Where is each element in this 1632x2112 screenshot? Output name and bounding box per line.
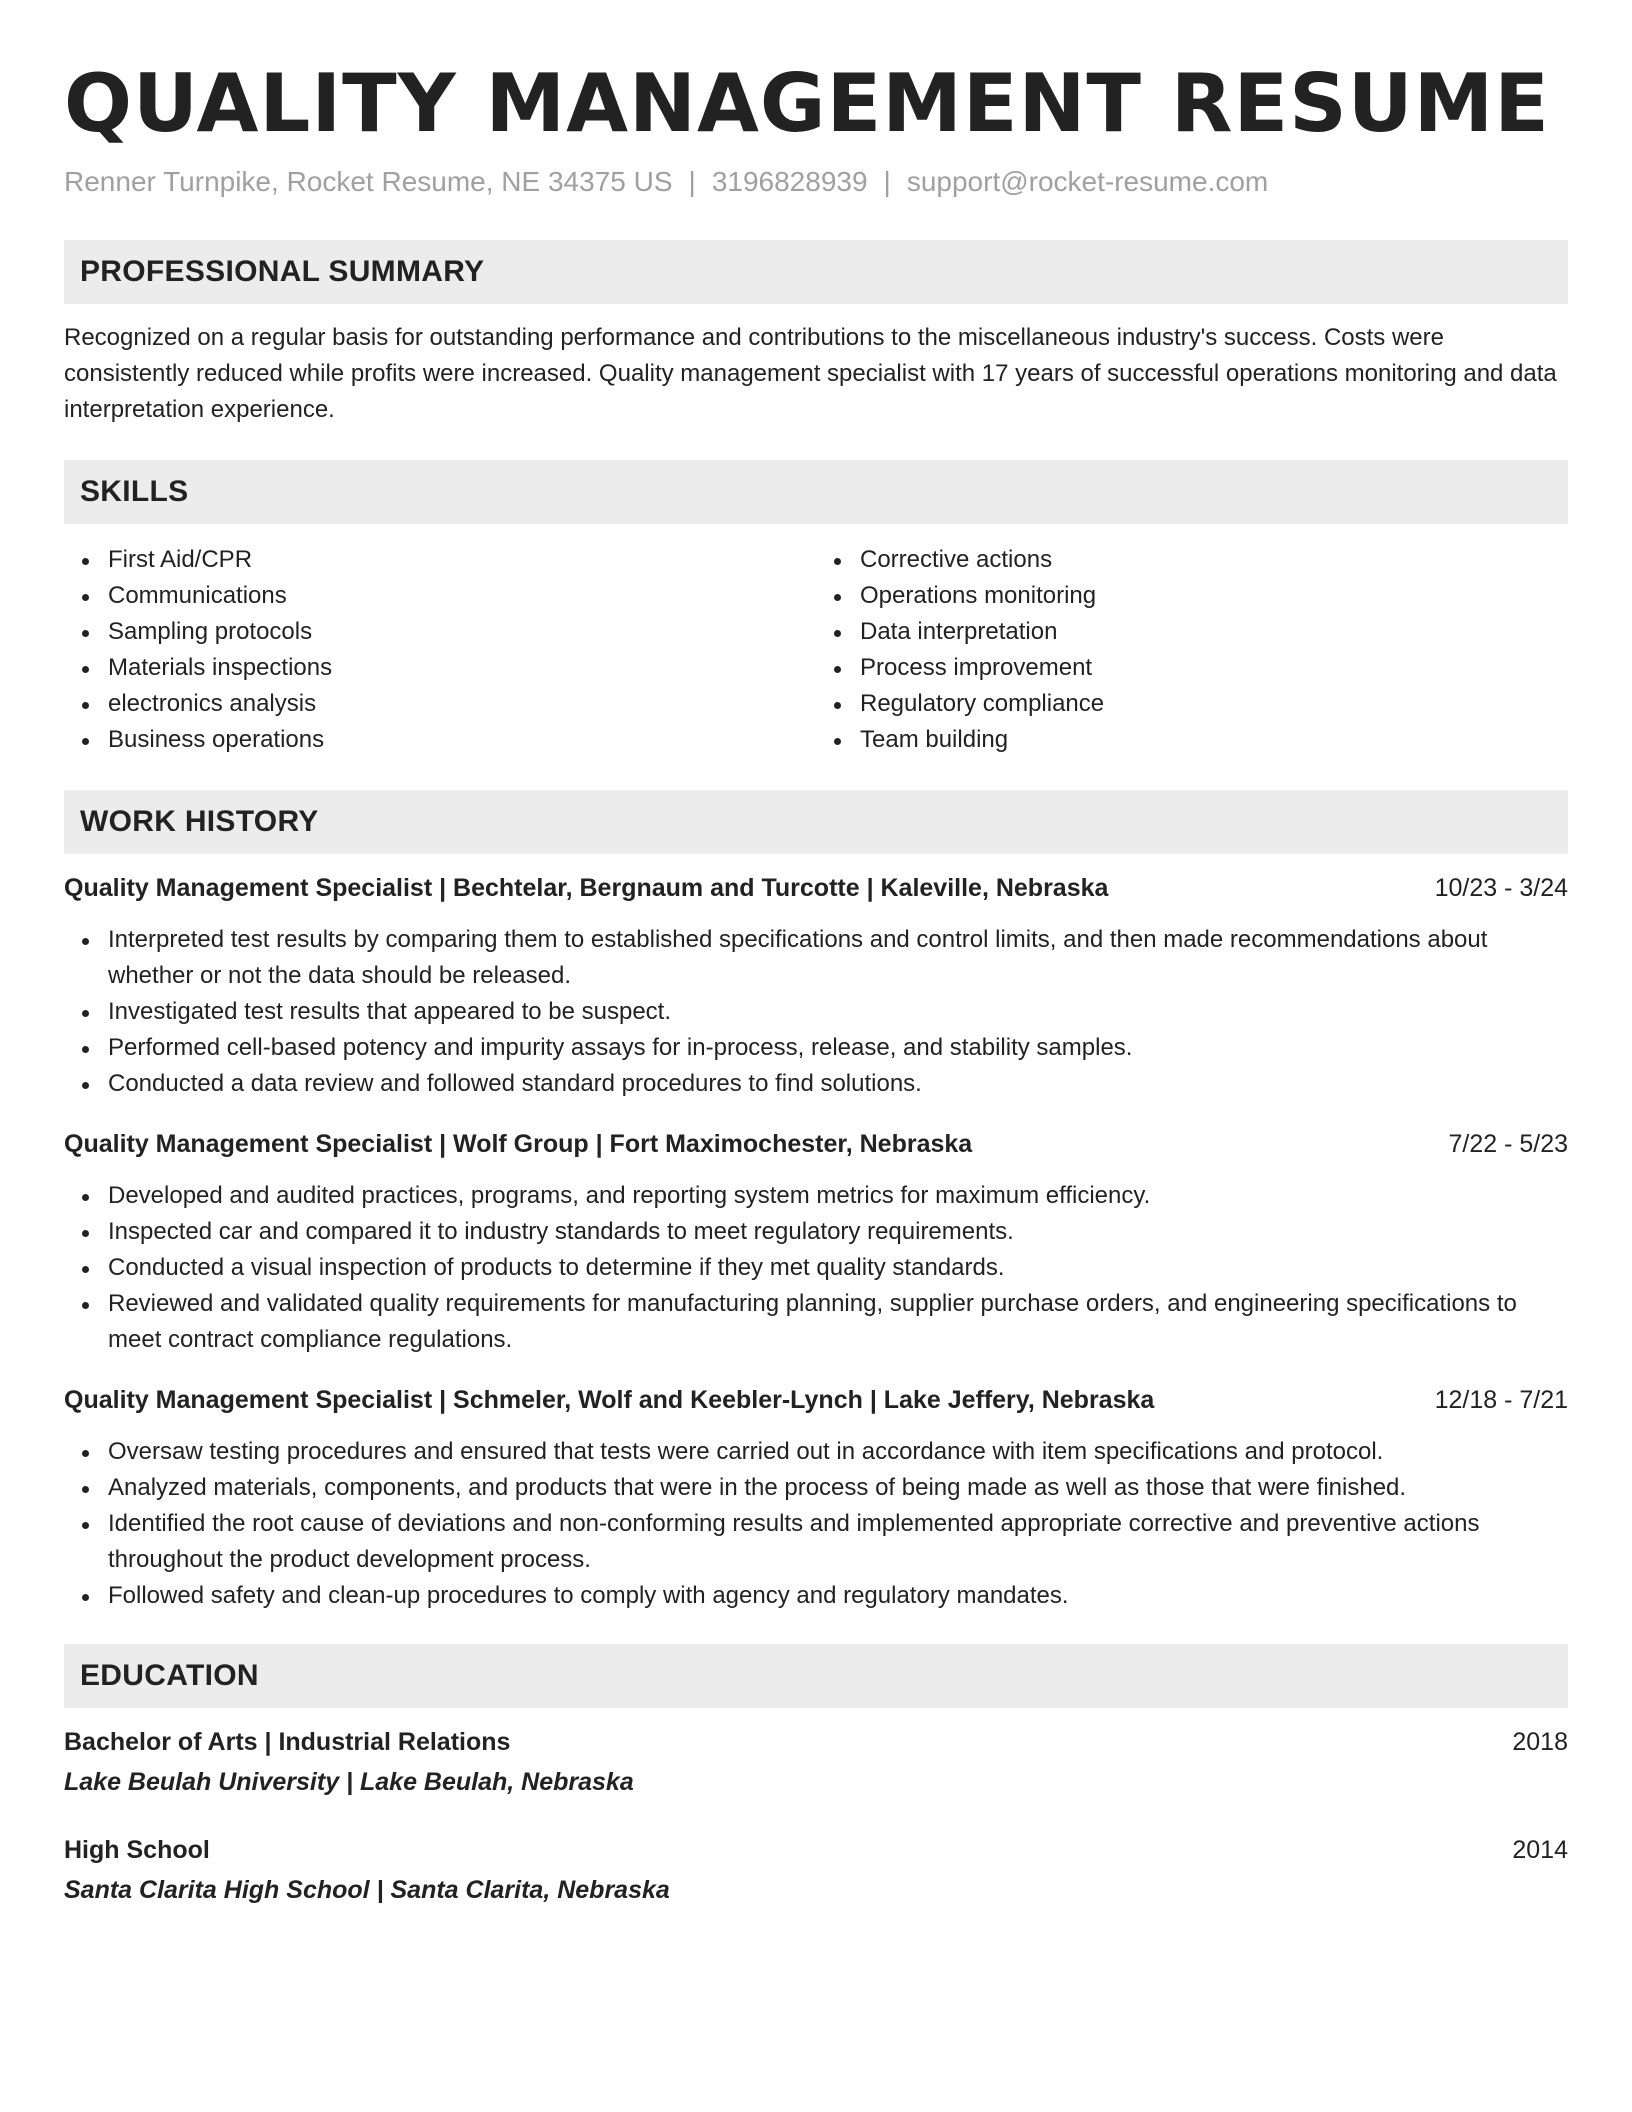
- skill-item: Business operations: [64, 722, 816, 758]
- summary-text: Recognized on a regular basis for outstanding performance and contributions to the miscellaneous industry's success. Costs were consistently reduced while profits were increased. Quality management specialist with 17 years of successful operations monitoring and data interpretation experience.: [64, 324, 1557, 423]
- work-history-heading: WORK HISTORY: [64, 790, 1568, 854]
- skill-item: Corrective actions: [816, 542, 1568, 578]
- contact-phone: 3196828939: [711, 166, 868, 197]
- education-entry: [64, 1724, 1568, 1800]
- job-bullet: Identified the root cause of deviations and non-conforming results and implemented appropriate corrective and preventive actions throughout the product development process.: [64, 1506, 1568, 1578]
- job-header: [64, 1382, 1568, 1418]
- education-header: [64, 1724, 1568, 1760]
- job-bullet: Interpreted test results by comparing them to established specifications and control limits, and then made recommendations about whether or not the data should be released.: [64, 922, 1568, 994]
- job-bullet: Conducted a data review and followed standard procedures to find solutions.: [64, 1066, 1568, 1102]
- education-heading: EDUCATION: [64, 1644, 1568, 1708]
- education-school: Lake Beulah University | Lake Beulah, Nebraska: [64, 1768, 634, 1796]
- skill-item: Team building: [816, 722, 1568, 758]
- education-year: 2018: [1512, 1728, 1568, 1756]
- job-bullets: [64, 1434, 1568, 1614]
- contact-line: [64, 164, 1568, 200]
- job-title: Quality Management Specialist | Bechtelar, Bergnaum and Turcotte | Kaleville, Nebraska: [64, 874, 1109, 902]
- job-bullet: Inspected car and compared it to industry standards to meet regulatory requirements.: [64, 1214, 1568, 1250]
- skill-item: First Aid/CPR: [64, 542, 816, 578]
- skills-list: [64, 542, 1568, 758]
- job-bullets: [64, 922, 1568, 1102]
- job-entry: [64, 1382, 1568, 1614]
- job-bullet: Followed safety and clean-up procedures to comply with agency and regulatory mandates.: [64, 1578, 1568, 1614]
- job-title: Quality Management Specialist | Wolf Group | Fort Maximochester, Nebraska: [64, 1130, 973, 1158]
- contact-separator: |: [688, 166, 696, 197]
- job-entry: [64, 1126, 1568, 1358]
- job-bullet: Reviewed and validated quality requirements for manufacturing planning, supplier purchase orders, and engineering specifications to meet contract compliance regulations.: [64, 1286, 1568, 1358]
- job-dates: 10/23 - 3/24: [1434, 874, 1568, 902]
- contact-address: Renner Turnpike, Rocket Resume, NE 34375 US: [64, 166, 673, 197]
- job-dates: 7/22 - 5/23: [1448, 1130, 1568, 1158]
- summary-heading: PROFESSIONAL SUMMARY: [64, 240, 1568, 304]
- job-bullet: Performed cell-based potency and impurity assays for in-process, release, and stability samples.: [64, 1030, 1568, 1066]
- job-dates: 12/18 - 7/21: [1434, 1386, 1568, 1414]
- job-bullet: Analyzed materials, components, and products that were in the process of being made as well as those that were finished.: [64, 1470, 1568, 1506]
- job-bullet: Investigated test results that appeared to be suspect.: [64, 994, 1568, 1030]
- education-degree: High School: [64, 1836, 210, 1864]
- skills-column-left: [64, 542, 816, 758]
- education-header: [64, 1832, 1568, 1868]
- skill-item: Communications: [64, 578, 816, 614]
- skill-item: electronics analysis: [64, 686, 816, 722]
- skills-column-right: [816, 542, 1568, 758]
- education-entry: [64, 1832, 1568, 1908]
- job-bullet: Developed and audited practices, programs, and reporting system metrics for maximum efficiency.: [64, 1178, 1568, 1214]
- resume-title: QUALITY MANAGEMENT RESUME: [64, 57, 1550, 150]
- contact-email: support@rocket-resume.com: [906, 166, 1269, 197]
- skill-item: Data interpretation: [816, 614, 1568, 650]
- skill-item: Materials inspections: [64, 650, 816, 686]
- job-bullets: [64, 1178, 1568, 1358]
- job-title: Quality Management Specialist | Schmeler, Wolf and Keebler-Lynch | Lake Jeffery, Nebraska: [64, 1386, 1155, 1414]
- education-school: Santa Clarita High School | Santa Clarita, Nebraska: [64, 1876, 670, 1904]
- skill-item: Sampling protocols: [64, 614, 816, 650]
- contact-separator: |: [883, 166, 891, 197]
- education-degree: Bachelor of Arts | Industrial Relations: [64, 1728, 511, 1756]
- skills-heading: SKILLS: [64, 460, 1568, 524]
- job-header: [64, 1126, 1568, 1162]
- skill-item: Operations monitoring: [816, 578, 1568, 614]
- job-entry: [64, 870, 1568, 1102]
- skill-item: Process improvement: [816, 650, 1568, 686]
- job-bullet: Conducted a visual inspection of products to determine if they met quality standards.: [64, 1250, 1568, 1286]
- skill-item: Regulatory compliance: [816, 686, 1568, 722]
- job-header: [64, 870, 1568, 906]
- education-year: 2014: [1512, 1836, 1568, 1864]
- job-bullet: Oversaw testing procedures and ensured that tests were carried out in accordance with item specifications and protocol.: [64, 1434, 1568, 1470]
